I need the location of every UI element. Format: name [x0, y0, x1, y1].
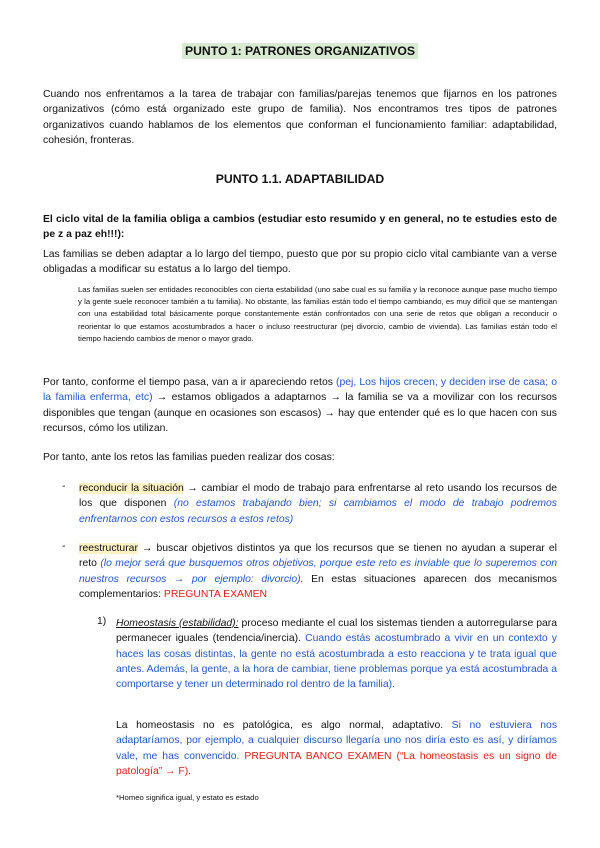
- paragraph-2-text-c: → estamos obligados a adaptarnos → la familia se va a movilizar con los recursos disponibles que tengan (aunque en ocasiones son escasos) → hay que entender qué es lo que hacen con sus recursos, cómo los utilizan.: [43, 392, 557, 434]
- homeostasis2-example: Si no estuviera nos adaptaríamos, por ejemplo, a cualquier discurso llegaría uno nos diría esto es así, y diríamos vale, me has convencido.: [116, 720, 558, 762]
- exam-tag-1: PREGUNTA EXAMEN: [163, 588, 268, 600]
- title-text: PUNTO 1: PATRONES ORGANIZATIVOS: [182, 43, 418, 59]
- homeostasis-text: proceso mediante el cual los sistemas tienden a autorregularse para permanecer iguales (tendencia/inercia).: [116, 618, 557, 645]
- page-title: [0, 44, 600, 58]
- item2-text: → buscar objetivos distintos ya que los recursos que se tienen no ayudan a superar el reto: [79, 543, 557, 570]
- homeostasis-paragraph: [116, 616, 557, 692]
- intro-paragraph: Cuando nos enfrentamos a la tarea de trabajar con familias/parejas tenemos que fijarnos en los patrones organizativos (cómo está organizado este grupo de familia). Nos encontramos tres tipos de patrones organizativos cuando hablamos de los elementos que conforman el funcionamiento familiar: adaptabilidad, cohesión, fronteras.: [43, 89, 557, 146]
- paragraph-2-text-a: Por tanto, conforme el tiempo pasa, van a ir apareciendo retos: [43, 377, 337, 388]
- term-reconducir: reconducir la situación: [79, 483, 184, 494]
- homeostasis2-text: La homeostasis no es patológica, es algo normal, adaptativo.: [116, 720, 452, 731]
- item2-text2: En estas situaciones aparecen dos mecanismos complementarios:: [79, 573, 557, 600]
- quote-block: Las familias suelen ser entidades reconocibles con cierta estabilidad (uno sabe cual es su familia y la reconoce aunque pase mucho tiempo y la gente suele reconocer también a tu familia). No obstante, las familias están todo el tiempo cambiando, es muy difícil que se mantengan con una estabilidad total básicamente porque constantemente están confrontados con una serie de retos que obligan a reconducir o reorientar lo que estamos acostumbrados a hacer o incluso reestructurar (pej divorcio, cambio de vivienda). Las familias están todo el tiempo haciendo cambios de menor o mayor grado.: [78, 285, 557, 343]
- list-item-reconducir: [79, 481, 557, 527]
- item1-text: → cambiar el modo de trabajo para enfrentarse al reto usando los recursos de los que disponen: [79, 483, 558, 510]
- footnote: *Homeo significa igual, y estato es estado: [116, 793, 259, 802]
- homeostasis-term: Homeostasis (estabilidad):: [116, 618, 239, 629]
- paragraph-3: Por tanto, ante los retos las familias pueden realizar dos cosas:: [43, 452, 335, 463]
- sub-item-number: 1): [97, 616, 107, 627]
- homeostasis-paragraph-2: [116, 718, 557, 779]
- paragraph-2: [43, 375, 557, 436]
- section-title-text: PUNTO 1.1. ADAPTABILIDAD: [215, 172, 385, 186]
- item1-note: (no estamos trabajando bien; si cambiamos el modo de trabajo podremos enfrentarnos con estos recursos a estos retos): [79, 498, 557, 525]
- paragraph-2-example: (pej, Los hijos crecen, y deciden irse de casa; o la familia enferma, etc): [43, 377, 557, 404]
- item2-note: (lo mejor será que busquemos otros objetivos, porque este reto es inviable que lo superemos con nuestros recursos → por ejemplo: divorcio).: [79, 558, 558, 585]
- bold-heading: El ciclo vital de la familia obliga a cambios (estudiar esto resumido y en general, no te estudies esto de pe z a paz eh!!!):: [43, 214, 557, 241]
- list-dash-1: -: [62, 481, 66, 492]
- list-item-reestructurar: [79, 541, 557, 602]
- homeostasis-example: Cuando estás acostumbrado a vivir en un contexto y haces las cosas distintas, la gente no está acostumbrada a esto reacciona y te trata igual que antes. Además, la gente, a la hora de cambiar, tiene problemas porque ya está acostumbrada a comportarse y tener un determinado rol dentro de la familia).: [116, 633, 557, 691]
- exam-tag-2: PREGUNTA BANCO EXAMEN (“La homeostasis es un signo de patología” → F).: [116, 750, 557, 777]
- term-reestructurar: reestructurar: [79, 543, 138, 554]
- paragraph-1: Las familias se deben adaptar a lo largo del tiempo, puesto que por su propio ciclo vital cambiante van a verse obligadas a modificar su estatus a lo largo del tiempo.: [43, 249, 557, 276]
- section-title: [0, 172, 600, 186]
- list-dash-2: -: [62, 541, 66, 552]
